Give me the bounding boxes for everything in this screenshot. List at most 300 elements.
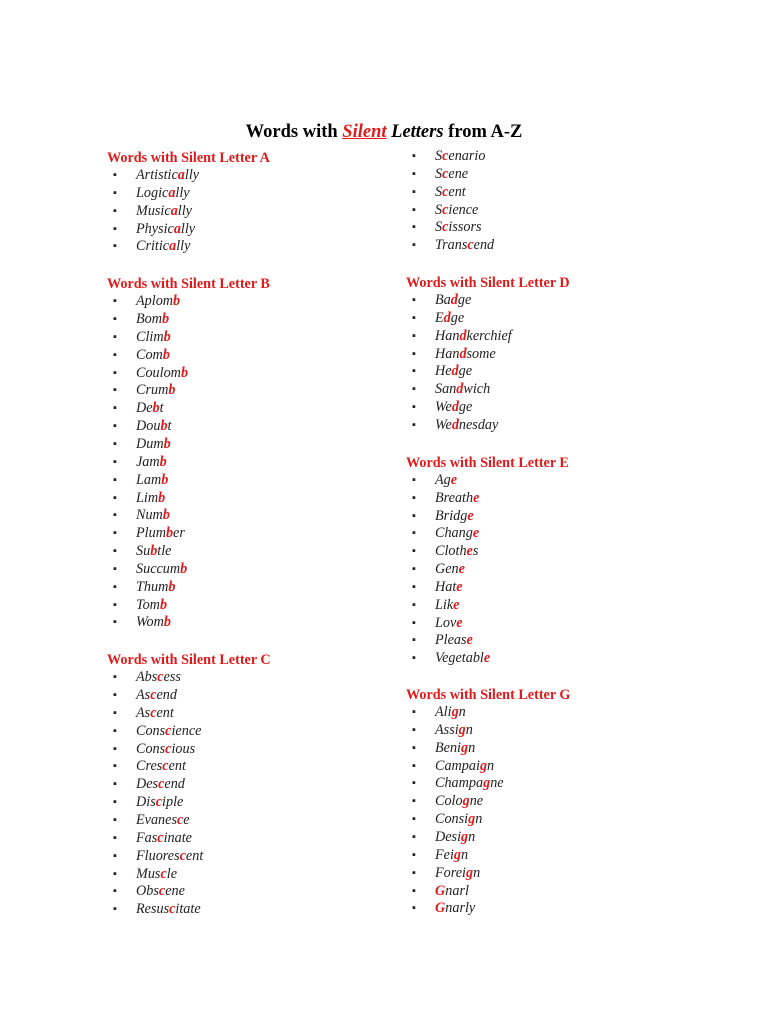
silent-letter: b: [159, 596, 168, 613]
title-suffix: from A-Z: [448, 122, 523, 142]
word-item: [406, 166, 706, 184]
silent-letter: e: [472, 525, 480, 542]
word-item: [406, 292, 706, 310]
silent-letter: e: [467, 507, 474, 524]
word-part: Han: [435, 345, 460, 362]
word-item: [406, 829, 706, 847]
word-part: s: [472, 543, 479, 560]
word-item: [107, 776, 397, 794]
silent-letter: d: [459, 327, 467, 344]
word-part: Trans: [435, 237, 468, 254]
silent-letter: e: [473, 489, 480, 506]
word-item: [107, 705, 397, 723]
silent-letter: g: [468, 811, 476, 828]
word-section: [107, 651, 397, 919]
word-part: n: [487, 757, 495, 774]
word-part: ge: [457, 292, 472, 309]
silent-letter: c: [165, 722, 172, 739]
silent-letter: c: [165, 740, 172, 757]
word-item: [406, 561, 706, 579]
word-item: [406, 811, 706, 829]
silent-letter: d: [451, 363, 459, 380]
word-item: [107, 382, 397, 400]
word-part: Music: [136, 202, 171, 219]
word-part: issors: [448, 219, 482, 236]
word-part: Hat: [435, 578, 457, 595]
silent-letter: a: [168, 184, 176, 201]
word-item: [107, 418, 397, 436]
word-part: We: [435, 416, 452, 433]
word-part: Bridg: [435, 507, 468, 524]
silent-letter: b: [180, 364, 189, 381]
word-item: [107, 436, 397, 454]
word-item: [406, 650, 706, 668]
word-part: ience: [171, 722, 202, 739]
silent-letter: c: [160, 865, 167, 882]
word-item: [107, 597, 397, 615]
word-part: Jam: [136, 453, 160, 470]
word-part: narly: [445, 900, 476, 917]
silent-letter: c: [179, 847, 186, 864]
silent-letter: g: [483, 775, 491, 792]
word-section: [107, 149, 397, 256]
word-part: S: [435, 219, 443, 236]
word-part: Campai: [435, 757, 480, 774]
silent-letter: c: [176, 812, 184, 828]
word-item: [107, 167, 397, 185]
word-section: [406, 274, 706, 435]
word-part: ent: [185, 847, 204, 864]
silent-letter: b: [150, 543, 158, 560]
word-item: [107, 723, 397, 741]
silent-letter: c: [158, 883, 166, 900]
silent-letter: c: [157, 669, 164, 686]
word-list: [107, 669, 397, 919]
word-item: [107, 758, 397, 776]
word-part: end: [156, 687, 177, 704]
word-part: Colo: [435, 793, 463, 810]
word-part: t: [167, 418, 172, 435]
word-part: ious: [171, 740, 196, 757]
word-part: lly: [176, 238, 191, 255]
word-part: Champa: [435, 775, 484, 792]
silent-letter: c: [442, 201, 449, 218]
silent-letter: g: [462, 793, 470, 810]
silent-letter: g: [453, 846, 461, 863]
word-item: [107, 329, 397, 347]
word-item: [107, 866, 397, 884]
silent-letter: b: [152, 400, 160, 417]
word-part: Num: [136, 507, 163, 524]
silent-letter: b: [173, 293, 181, 310]
word-item: [406, 328, 706, 346]
word-part: er: [173, 525, 185, 542]
silent-letter: b: [160, 418, 168, 435]
word-part: As: [136, 687, 151, 704]
section-heading: Words with Silent Letter A: [107, 150, 270, 166]
word-item: [107, 400, 397, 418]
silent-letter: c: [467, 237, 474, 254]
word-part: Pleas: [435, 632, 467, 649]
word-item: [406, 202, 706, 220]
word-part: ge: [458, 399, 473, 416]
word-item: [107, 543, 397, 561]
word-part: ge: [450, 309, 465, 326]
word-part: Cons: [136, 740, 166, 757]
silent-letter: c: [442, 183, 449, 200]
word-item: [107, 221, 397, 239]
word-item: [107, 454, 397, 472]
word-part: Dis: [136, 794, 156, 811]
word-item: [406, 219, 706, 237]
silent-letter: g: [461, 739, 469, 756]
word-item: [406, 847, 706, 865]
word-part: He: [435, 363, 452, 380]
title-prefix: Words with: [245, 122, 338, 142]
silent-letter: c: [150, 687, 157, 704]
left-column: [107, 149, 397, 919]
word-section: [406, 148, 706, 255]
word-part: lly: [177, 202, 192, 219]
word-part: le: [166, 865, 177, 882]
word-part: Clim: [136, 328, 164, 345]
title-letters-word: Letters: [391, 122, 444, 142]
word-part: lly: [184, 167, 200, 183]
word-part: n: [465, 721, 473, 738]
word-part: Ag: [435, 471, 451, 488]
word-part: S: [435, 201, 443, 218]
word-part: end: [473, 237, 495, 254]
word-item: [406, 775, 706, 793]
word-part: n: [468, 829, 476, 845]
silent-letter: b: [161, 471, 169, 488]
word-part: Evanes: [136, 812, 177, 828]
word-part: narl: [445, 882, 469, 899]
right-column: [406, 148, 706, 918]
word-part: Dum: [136, 435, 164, 452]
word-item: [107, 812, 397, 830]
word-item: [406, 865, 706, 883]
word-list: [107, 293, 397, 632]
word-item: [406, 632, 706, 650]
word-part: Bom: [136, 311, 163, 328]
silent-letter: d: [443, 309, 451, 326]
section-heading: Words with Silent Letter G: [406, 687, 571, 704]
silent-letter: c: [169, 901, 176, 918]
word-part: ience: [448, 201, 479, 218]
silent-letter: g: [466, 864, 474, 881]
word-item: [406, 363, 706, 381]
word-item: [107, 901, 397, 919]
silent-letter: G: [435, 882, 446, 899]
word-part: Ali: [435, 704, 452, 721]
word-part: Fei: [435, 846, 454, 863]
silent-letter: b: [180, 560, 188, 577]
word-part: Plum: [136, 525, 166, 542]
section-heading: Words with Silent Letter E: [406, 454, 569, 471]
silent-letter: e: [483, 650, 491, 667]
word-item: [406, 758, 706, 776]
silent-letter: c: [162, 758, 169, 775]
word-part: Succum: [136, 560, 181, 577]
word-part: ent: [156, 704, 174, 721]
word-part: Forei: [435, 864, 466, 881]
word-item: [107, 490, 397, 508]
word-part: ent: [448, 183, 466, 200]
word-list: [406, 704, 706, 918]
word-part: San: [435, 381, 457, 398]
word-item: [406, 579, 706, 597]
word-part: Des: [136, 776, 159, 793]
word-part: Su: [136, 543, 151, 560]
silent-letter: b: [165, 525, 174, 542]
silent-letter: b: [163, 614, 171, 631]
word-item: [107, 848, 397, 866]
silent-letter: g: [458, 721, 466, 738]
word-item: [107, 472, 397, 490]
word-part: ge: [458, 363, 473, 380]
word-part: Aplom: [136, 293, 174, 310]
silent-letter: b: [162, 346, 170, 363]
word-list: [406, 292, 706, 435]
word-part: Consi: [435, 811, 469, 828]
word-part: n: [475, 811, 483, 828]
word-part: Wom: [136, 614, 164, 631]
word-part: Cres: [136, 758, 163, 775]
word-item: [107, 203, 397, 221]
silent-letter: a: [173, 220, 181, 237]
word-part: kerchief: [466, 327, 512, 344]
silent-letter: b: [162, 311, 170, 328]
silent-letter: c: [150, 704, 157, 721]
silent-letter: e: [456, 614, 463, 631]
word-item: [406, 883, 706, 901]
word-item: [406, 525, 706, 543]
word-part: Chang: [435, 525, 473, 542]
word-part: Com: [136, 346, 163, 363]
title-silent-word: Silent: [342, 122, 387, 142]
silent-letter: b: [159, 453, 167, 470]
word-part: Lov: [435, 614, 457, 631]
word-item: [107, 238, 397, 256]
word-item: [107, 830, 397, 848]
word-part: nesday: [458, 416, 499, 433]
section-heading: Words with Silent Letter B: [107, 276, 270, 293]
word-item: [107, 669, 397, 687]
section-heading: Words with Silent Letter D: [406, 275, 570, 292]
word-item: [406, 740, 706, 758]
silent-letter: d: [450, 292, 458, 309]
word-part: Desi: [435, 829, 462, 845]
word-part: Crum: [136, 382, 169, 399]
word-list: [107, 167, 397, 256]
word-part: Abs: [136, 669, 158, 686]
word-item: [107, 561, 397, 579]
word-part: Breath: [435, 489, 474, 506]
word-part: itate: [175, 901, 201, 918]
word-item: [406, 184, 706, 202]
word-part: Tom: [136, 596, 160, 613]
word-item: [107, 507, 397, 525]
word-part: Ba: [435, 292, 451, 309]
word-part: Artistic: [136, 167, 178, 183]
word-item: [406, 722, 706, 740]
word-part: Vegetabl: [435, 650, 484, 667]
word-part: Gen: [435, 561, 459, 578]
silent-letter: c: [442, 219, 449, 236]
word-part: We: [435, 399, 452, 416]
word-item: [406, 381, 706, 399]
word-part: Resus: [136, 901, 170, 918]
silent-letter: a: [177, 167, 185, 183]
word-item: [406, 310, 706, 328]
word-part: Fas: [136, 829, 158, 846]
word-part: Assi: [435, 721, 459, 738]
word-part: ne: [490, 775, 504, 792]
word-part: E: [435, 309, 444, 326]
word-part: ent: [168, 758, 186, 775]
silent-letter: d: [456, 381, 464, 398]
silent-letter: d: [451, 399, 459, 416]
silent-letter: c: [442, 148, 449, 164]
silent-letter: b: [168, 578, 176, 595]
silent-letter: c: [158, 776, 165, 793]
silent-letter: b: [168, 382, 176, 399]
word-part: ene: [448, 165, 469, 182]
word-part: iple: [162, 794, 184, 811]
word-item: [406, 543, 706, 561]
page-title: [0, 121, 768, 143]
silent-letter: b: [163, 328, 171, 345]
word-part: n: [473, 864, 481, 881]
word-part: As: [136, 704, 151, 721]
word-part: Lik: [435, 596, 454, 613]
word-section: [107, 275, 397, 632]
word-part: some: [466, 345, 496, 362]
silent-letter: c: [155, 794, 163, 811]
word-list: [406, 472, 706, 668]
silent-letter: d: [459, 345, 467, 362]
word-item: [107, 614, 397, 632]
word-item: [107, 883, 397, 901]
word-section: [406, 686, 706, 918]
silent-letter: g: [461, 829, 469, 845]
word-item: [107, 293, 397, 311]
silent-letter: d: [451, 416, 459, 433]
word-item: [107, 185, 397, 203]
word-item: [107, 741, 397, 759]
word-part: Beni: [435, 739, 461, 756]
word-item: [107, 579, 397, 597]
word-part: Physic: [136, 220, 174, 237]
word-part: Critic: [136, 238, 170, 255]
word-part: Logic: [136, 184, 169, 201]
silent-letter: b: [163, 435, 171, 452]
word-part: Coulom: [136, 364, 181, 381]
silent-letter: e: [453, 596, 460, 613]
word-item: [107, 365, 397, 383]
word-item: [406, 148, 706, 166]
word-part: S: [435, 148, 443, 164]
word-part: Mus: [136, 865, 161, 882]
word-part: tle: [157, 543, 172, 560]
word-item: [406, 615, 706, 633]
word-part: inate: [163, 829, 192, 846]
word-part: Obs: [136, 883, 159, 900]
word-part: wich: [463, 381, 491, 398]
word-item: [406, 490, 706, 508]
word-item: [406, 900, 706, 918]
word-part: Lim: [136, 489, 159, 506]
word-item: [107, 311, 397, 329]
silent-letter: e: [450, 471, 458, 488]
word-part: lly: [175, 184, 190, 201]
silent-letter: c: [442, 165, 449, 182]
word-item: [107, 525, 397, 543]
silent-letter: b: [158, 489, 166, 506]
silent-letter: g: [479, 757, 488, 774]
word-item: [107, 347, 397, 365]
word-part: ne: [469, 793, 484, 810]
word-item: [406, 472, 706, 490]
word-section: [406, 454, 706, 668]
word-part: Lam: [136, 471, 162, 488]
word-item: [406, 417, 706, 435]
silent-letter: g: [451, 704, 459, 721]
word-part: e: [183, 812, 190, 828]
silent-letter: e: [456, 578, 463, 595]
word-part: lly: [180, 220, 196, 237]
word-item: [406, 399, 706, 417]
word-list: [406, 148, 706, 255]
section-heading: Words with Silent Letter C: [107, 652, 271, 669]
word-item: [406, 237, 706, 255]
word-item: [406, 704, 706, 722]
word-item: [107, 794, 397, 812]
word-part: Cloth: [435, 543, 467, 560]
silent-letter: a: [169, 238, 177, 255]
silent-letter: G: [435, 900, 446, 917]
word-part: Cons: [136, 722, 166, 739]
silent-letter: e: [466, 632, 473, 649]
silent-letter: e: [458, 561, 465, 578]
word-part: t: [159, 400, 164, 417]
word-part: Dou: [136, 418, 161, 435]
silent-letter: a: [170, 202, 178, 219]
word-item: [107, 687, 397, 705]
silent-letter: e: [466, 543, 473, 560]
word-part: end: [164, 776, 185, 793]
word-part: S: [435, 183, 443, 200]
word-part: n: [461, 846, 469, 863]
word-item: [406, 508, 706, 526]
word-part: ene: [165, 883, 185, 900]
word-part: S: [435, 165, 443, 182]
word-part: De: [136, 400, 153, 417]
word-part: Han: [435, 327, 460, 344]
word-part: Thum: [136, 578, 169, 595]
word-item: [406, 597, 706, 615]
word-item: [406, 346, 706, 364]
word-part: Fluores: [136, 847, 180, 864]
word-part: enario: [448, 148, 486, 164]
word-part: n: [468, 739, 476, 756]
silent-letter: b: [162, 507, 170, 524]
word-item: [406, 793, 706, 811]
word-part: ess: [163, 669, 181, 686]
word-part: n: [458, 704, 466, 721]
silent-letter: c: [157, 829, 164, 846]
